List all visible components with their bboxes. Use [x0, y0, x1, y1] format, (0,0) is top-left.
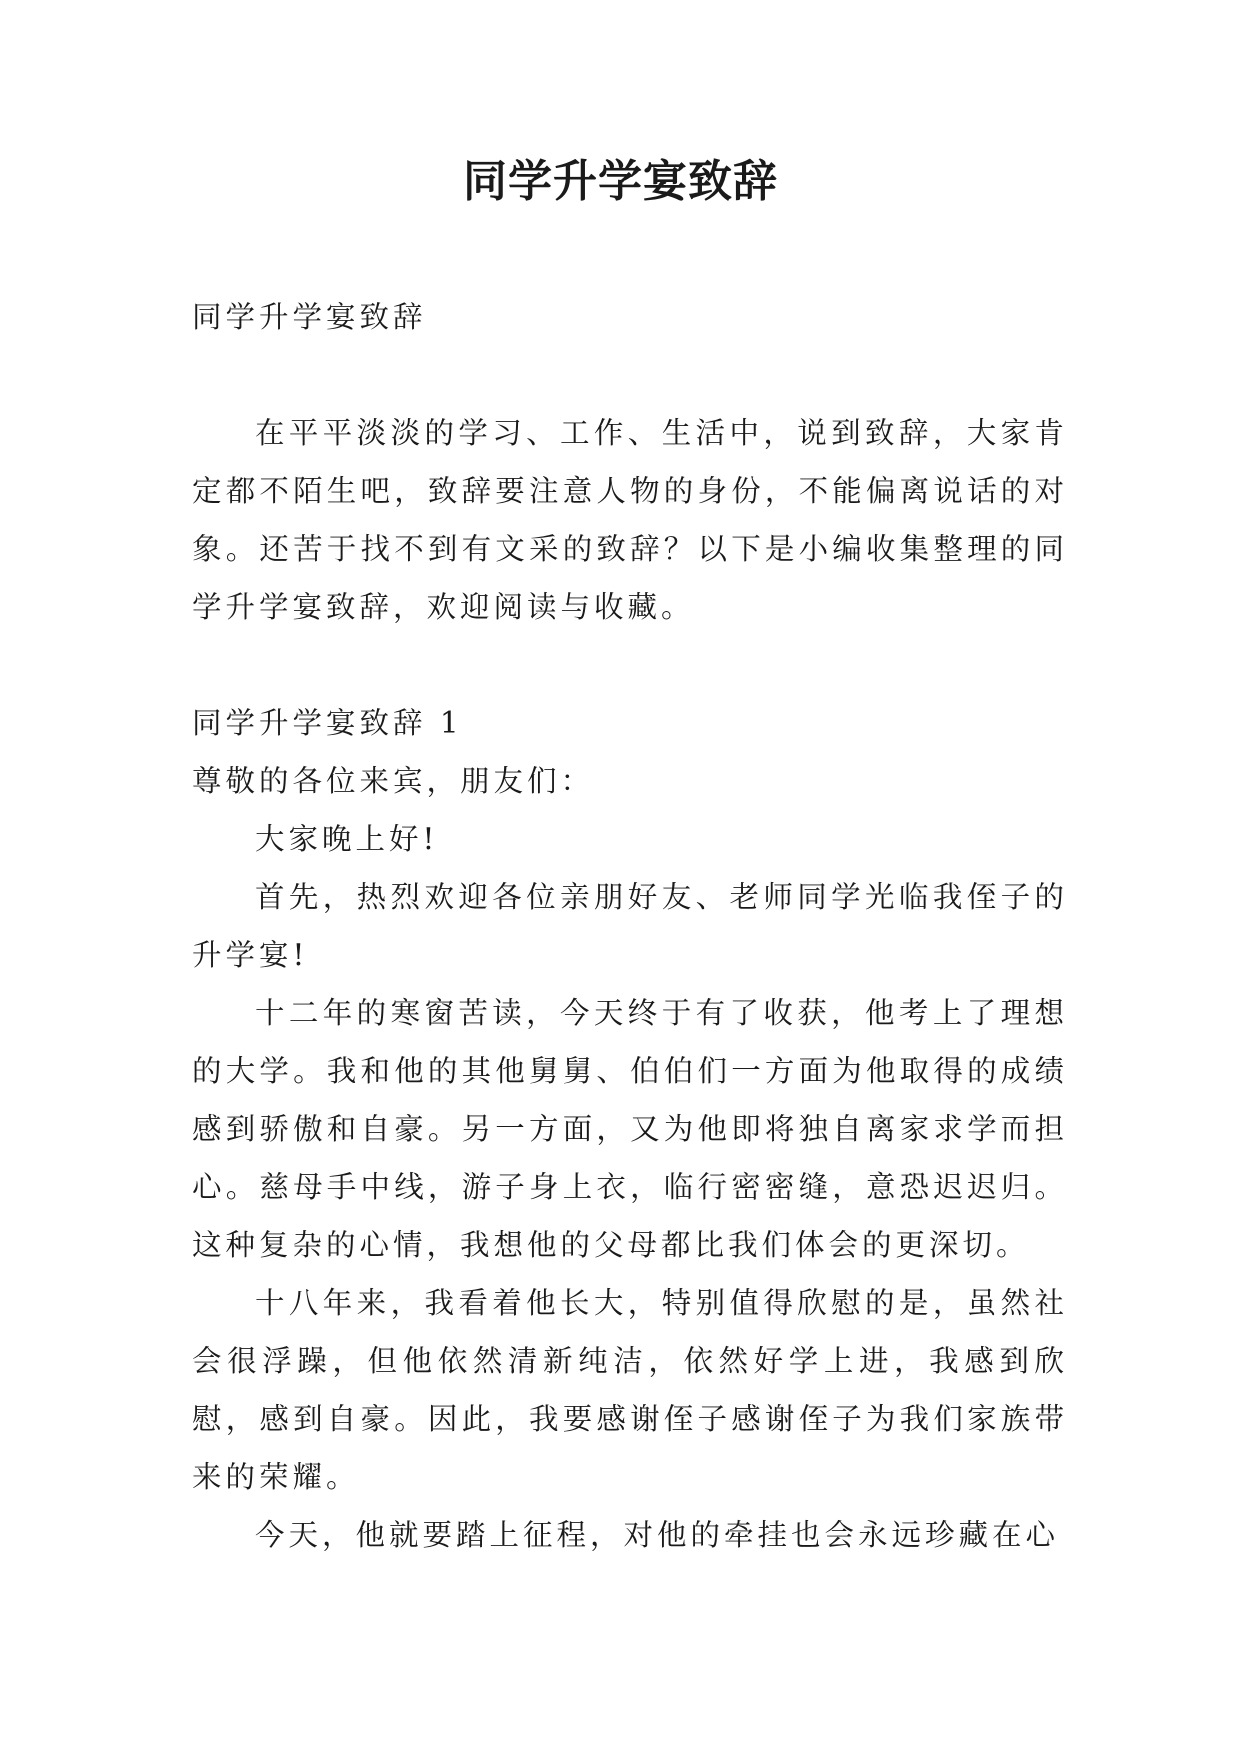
intro-paragraph: 在平平淡淡的学习、工作、生活中，说到致辞，大家肯定都不陌生吧，致辞要注意人物的身份，不能偏离说话的对象。还苦于找不到有文采的致辞？以下是小编收集整理的同学升学宴致辞，欢迎阅读与收藏。: [192, 416, 1068, 624]
body-paragraph: 十八年来，我看着他长大，特别值得欣慰的是，虽然社会很浮躁，但他依然清新纯洁，依然好学上进，我感到欣慰，感到自豪。因此，我要感谢侄子感谢侄子为我们家族带来的荣耀。: [192, 1286, 1068, 1494]
salutation: 尊敬的各位来宾，朋友们：: [192, 764, 595, 798]
document-body: [192, 288, 1068, 1564]
paragraph-gap: [192, 346, 1068, 404]
body-paragraph: 首先，热烈欢迎各位亲朋好友、老师同学光临我侄子的升学宴!: [192, 880, 1068, 972]
body-paragraph: 十二年的寒窗苦读，今天终于有了收获，他考上了理想的大学。我和他的其他舅舅、伯伯们一方面为他取得的成绩感到骄傲和自豪。另一方面，又为他即将独自离家求学而担心。慈母手中线，游子身上衣，临行密密缝，意恐迟迟归。这种复杂的心情，我想他的父母都比我们体会的更深切。: [192, 996, 1068, 1262]
body-paragraph: 大家晚上好!: [255, 822, 439, 856]
document-subtitle: 同学升学宴致辞: [192, 300, 427, 334]
body-paragraph: 今天，他就要踏上征程，对他的牵挂也会永远珍藏在心: [255, 1518, 1060, 1552]
section-heading: 同学升学宴致辞 1: [192, 706, 463, 740]
document-title: 同学升学宴致辞: [463, 156, 778, 207]
paragraph-gap: [192, 636, 1068, 694]
